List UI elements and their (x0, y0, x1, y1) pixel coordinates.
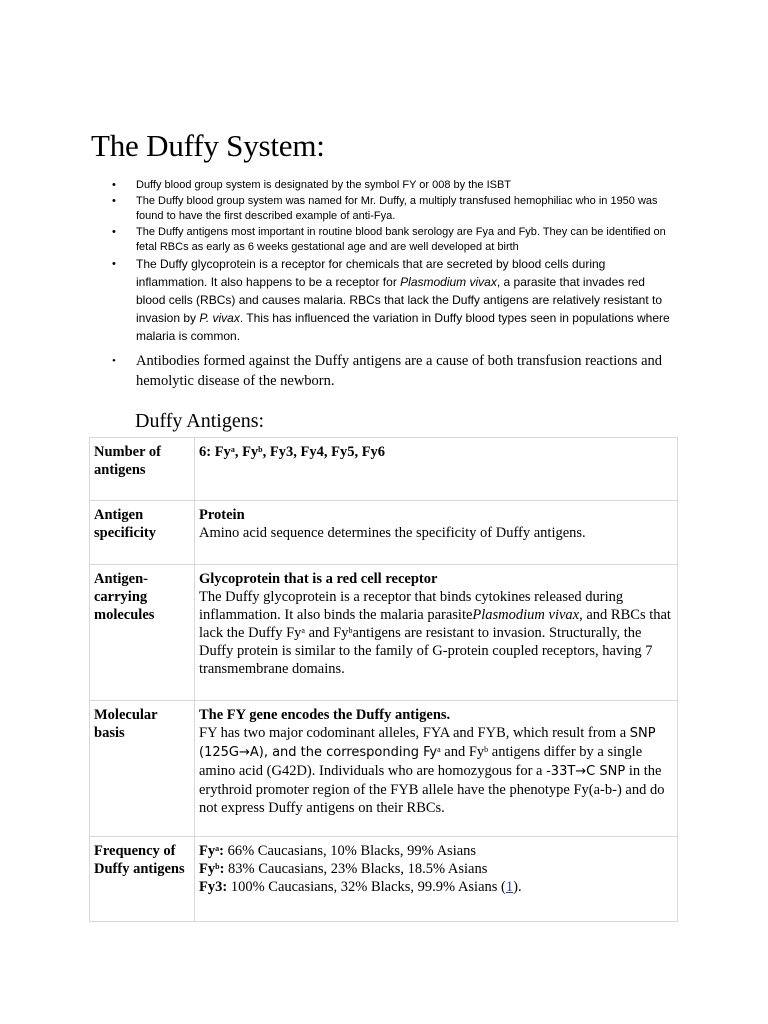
bullet-isbt: • Duffy blood group system is designated by the symbol FY or 008 by the ISBT (112, 178, 672, 193)
row-value: Fy$^a$: 66% Caucasians, 10% Blacks, 99% Asians Fy$^b$: 83% Caucasians, 23% Blacks, 18.5% Asians Fy3: 100% Caucasians, 32% Blacks, 99.9% Asians (1). (195, 837, 678, 922)
page-title: The Duffy System: (91, 128, 325, 163)
row-value: Glycoprotein that is a red cell receptor The Duffy glycoprotein is a receptor that binds cytokines released during inflammation. It also binds the malaria parasitePlasmodium vivax, and RBCs that lack the Duffy Fy$^a$ and Fy$^b$antigens are resistant to invasion. Structurally, the Duffy protein is similar to the family of G-protein coupled receptors, having 7 transmembrane domains. (195, 565, 678, 701)
section-heading: Duffy Antigens: (135, 410, 265, 432)
table-row (90, 837, 678, 922)
table-row (90, 438, 678, 501)
row-value: Protein Amino acid sequence determines the specificity of Duffy antigens. (195, 501, 678, 565)
row-value: The FY gene encodes the Duffy antigens. FY has two major codominant alleles, FYA and FYB, which result from a SNP (125G→A), and the corresponding Fy$^a$ and Fy$^b$ antigens differ by a single amino acid (G42D). Individuals who are homozygous for a -33T→C SNP in the erythroid promoter region of the FYB allele have the phenotype Fy(a-b-) and do not express Duffy antigens on their RBCs. (195, 701, 678, 837)
row-label: Number of antigens (90, 438, 195, 501)
antibodies-bullet-list (112, 351, 672, 391)
intro-bullet-list (112, 178, 672, 345)
bullet-antibodies: • Antibodies formed against the Duffy antigens are a cause of both transfusion reactions and hemolytic disease of the newborn. (112, 351, 672, 391)
row-label: Frequency of Duffy antigens (90, 837, 195, 922)
table-row (90, 565, 678, 701)
bullet-history: • The Duffy blood group system was named for Mr. Duffy, a multiply transfused hemophiliac who in 1950 was found to have the first described example of anti-Fya. (112, 194, 672, 224)
row-label: Antigen-carrying molecules (90, 565, 195, 701)
row-label: Molecular basis (90, 701, 195, 837)
table-row (90, 501, 678, 565)
table-row (90, 701, 678, 837)
row-value: 6: Fy$^a$, Fy$^b$, Fy3, Fy4, Fy5, Fy6 (195, 438, 678, 501)
row-label: Antigen specificity (90, 501, 195, 565)
reference-link[interactable]: 1 (505, 879, 514, 895)
duffy-antigens-table (89, 437, 678, 922)
bullet-glycoprotein: • The Duffy glycoprotein is a receptor for chemicals that are secreted by blood cells during inflammation. It also happens to be a receptor for Plasmodium vivax, a parasite that invades red blood cells (RBCs) and causes malaria. RBCs that lack the Duffy antigens are relatively resistant to invasion by P. vivax. This has influenced the variation in Duffy blood types seen in populations where malaria is common. (112, 255, 672, 345)
bullet-antigens: • The Duffy antigens most important in routine blood bank serology are Fya and Fyb. They can be identified on fetal RBCs as early as 6 weeks gestational age and are well developed at birth (112, 225, 672, 255)
